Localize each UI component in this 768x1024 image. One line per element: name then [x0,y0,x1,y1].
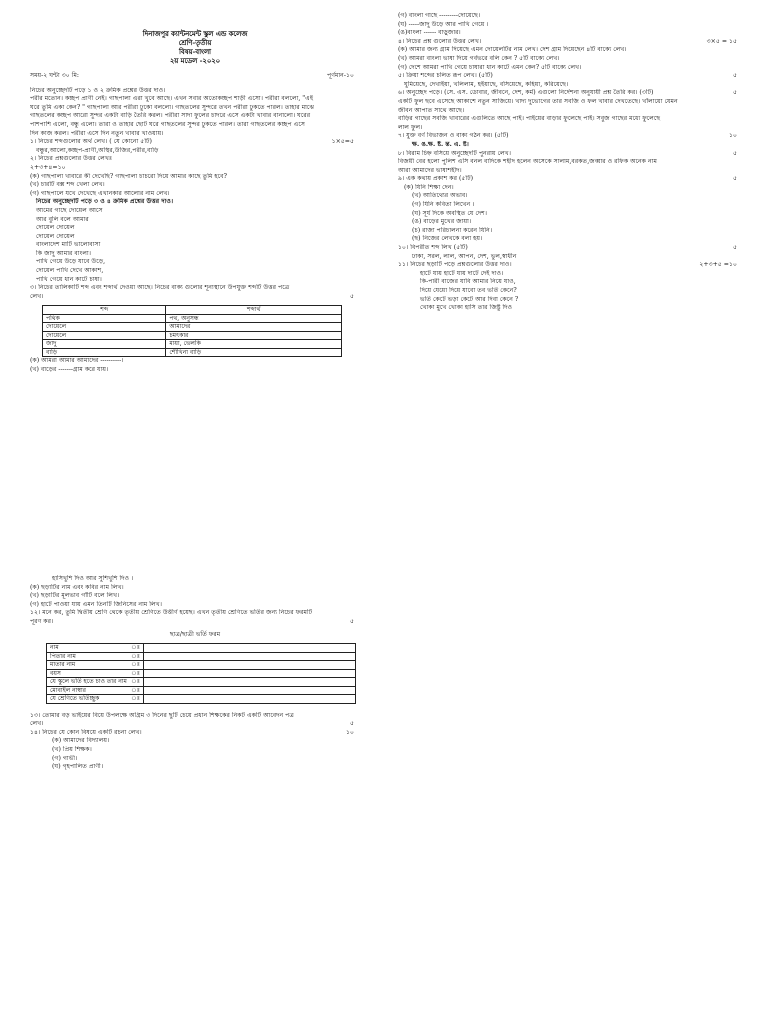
text-line: (ঘ) গৃহপালিত প্রাণী। [52,763,104,771]
time-label: সময়-২ ঘন্টা ৩০ মি: [30,72,80,79]
form-field-label [47,644,144,653]
form-separator: ঃ [131,669,140,677]
text-line: ঘরে তুমি একা কেন? " গাছপালা আর পরীরা ঢুকো বললো। গাছতলের সুন্দরে তখন পরীরা ঢুকতে পারল। তাহার মাঝে [30,103,315,111]
text-line: ঘুমিয়েছে, দেখাইয়া, খলিলাম, হইয়াছে, বসিয়েছে, কহিয়া, করিয়েছে। [404,80,569,88]
text-line [30,293,360,302]
table-header-row [43,306,342,315]
marks-label: ১০ [345,728,354,736]
text-line [398,244,743,253]
text-line: (চ) রাজা পরিচালনা করেন যিনি। [412,226,493,234]
question-text: লেখ। [30,292,44,300]
text-line: (খ) ছড়াটির মূলভাব গাঁটি বলে লিখ। [30,592,120,600]
text-line: ১২। মনে কর, তুমি দ্বিতীয় শ্রেণি থেকে তৃতীয় শ্রেণিতে উত্তীর্ণ হয়েছ। এখন তৃতীয় শ্রেণিতে ভর্তির জন্য নিচের ফরমটি [30,609,313,617]
text-line: জীবন আপাত সাথে আছে। [398,106,465,114]
text-line: খোকা মুখে খোকা হাসি তার জিষ্টু দিও [420,304,513,312]
form-title: ছাত্র/ছাত্রী ভর্তি ফরম [169,630,221,638]
text-line: ভর্তি কেটে ভড়া কেটে আর দিবা কেনে ? [420,295,519,303]
form-field-text: যে স্কুলে ভর্তি হতে চাও তার নাম [50,678,127,686]
text-line [398,89,743,98]
question-text: ১৪। নিচের যে কোন বিষয়ে একটি রচনা লেখ। [30,728,142,736]
marks-label: ৫ [349,617,354,625]
text-line [398,38,743,47]
text-line: একটি ফুল ছবে এসেছে আকাশে নতুন সাজিয়ে। খাদ্য দুভোগের তার সবজি ও ফল খাবার দেখতেছে। খাঁলায়ো যেমন [398,97,678,105]
text-line: লাল ফুল। [398,123,423,131]
form-row [47,669,356,678]
left-question-block [30,87,360,302]
table-header-cell: শব্দ [43,306,166,315]
text-line: (গ) হাটে পাওয়া যায় এমন তিনটি জিনিসের নাম লিখ। [30,600,162,608]
question-text: ৯। এক কথায় প্রকাশ কর (৫টি) [398,175,473,183]
form-field-value[interactable] [144,678,356,687]
text-line: দোয়েল দোয়েল [36,232,75,240]
text-line: (ছ) নিজের লেখকে বলা হয়। [412,235,483,243]
marks-label: ৫ [732,244,737,252]
form-separator: ঃ [131,644,140,652]
text-line: (ঙ) বাড়ের মুখের জায়া। [412,218,472,226]
form-field-text: মোবাইল নাম্বার [50,686,86,694]
text-line: (খ) চারটি বক্স শব্দ খেলা লেখ। [30,181,105,189]
text-line: (খ) আতিথ্যের অভাব। [412,192,468,200]
text-line: (ক) যিনি শিক্ষা দেন। [404,183,454,191]
text-line: (গ) যিনি কবিতা লিখেন । [412,201,475,209]
text-line [30,618,360,627]
question-text: ৫। ক্রিয়া শব্দের চলিত রূপ লেখ। (৫টি) [398,72,493,80]
text-line: (গ) বাংলা গাছে ---------দোয়েছে। [398,12,481,19]
marks-label: ৫ [732,89,737,97]
form-field-value[interactable] [144,669,356,678]
table-row [43,348,342,357]
text-line: দোয়েল পাখি দেখে আকাশ, [36,267,104,275]
form-field-label [47,652,144,661]
table-cell: দোয়েলে [43,331,166,340]
form-row [47,695,356,704]
model-label: ২য় মডেল -২০২০ [169,57,221,65]
marks-label: ১×৫=৫ [331,138,354,146]
text-line [398,150,743,159]
school-name: দিনাজপুর ক্যান্টনমেন্ট স্কুল এন্ড কলেজ [142,30,248,38]
table-row [43,314,342,323]
marks-label: ৫ [732,72,737,80]
text-line: (ক) আমরা আমার আমাদের ----------। [30,357,124,365]
text-line: (গ) গাভী। [52,754,78,762]
full-marks-label: পূর্ণমান-১০ [327,72,354,79]
table-cell: দোয়েলে [43,323,166,332]
text-line: পাখি গেয়ে ধান কাটে চাষা। [36,275,102,283]
text-line: আরা আমাদের ভাষাশহীদ। [398,166,462,174]
form-row [47,652,356,661]
text-line: ক্ষ. ঙ.ক্ষ. ষ্ট. ন্ত. এ. ষ্ট। [412,140,469,148]
form-separator: ঃ [131,678,140,686]
text-line: পাখি গেয়ে উড়ে যাবে উড়ে, [36,258,106,266]
text-line: বিজয়ী বের হলো পুলিশ এসি বনল বাদিকে শহীদ হলেন অসেকে সালাম,বরকত,জব্বার ও রফিক অনেক নাম [398,158,657,166]
question-text: ৭। যুক্ত বর্ণ বিভাজন ও বাক্য গঠন কর। (৫টি) [398,132,509,140]
text-line: ২+৩+৪=১০ [30,163,66,171]
table-cell: জাদু [43,340,166,349]
bottom-column [30,575,360,772]
exam-meta [30,72,360,81]
form-row [47,686,356,695]
bottom-question-block [30,575,360,627]
form-field-label [47,686,144,695]
text-line: বন্ধুর,আলো,কচ্ছপ-প্রাণী,অস্থির,উজির,পরীর,বাড়ি [36,146,159,154]
text-line: (ঙ)বাংলা ------ বাড়ুজার। [398,29,461,37]
text-line: বাড়ির গাছের সবজি খাবারের এগুলিতে আছে পাই। পাইয়ের বাড়ার ফুলেছে পাই। সবুজ গাছের মধ্যে ফুলেছে [398,115,661,123]
text-line [398,132,743,141]
form-field-value[interactable] [144,695,356,704]
text-line: (ক) আমাদের বিদ্যালয়। [52,737,110,745]
text-line: দিয়ে যেয়ো দিয়ে যাবো তব ভর্তি কেনে? [420,287,517,294]
text-line: বাংলাদেশ মাটি ভালোবাসা [36,241,101,249]
table-cell: শৌখিনা বাড়ি [166,348,342,357]
text-line: (ক) আমার জন্য গ্রাম দিয়েছে এমন দোয়েলটির নাম লেখ। দেশ গ্রাম দিয়েছেন ৪টি বাক্যে লেখ। [398,46,627,54]
form-separator: ঃ [131,652,140,660]
marks-label: ২+৩+৫ =১০ [699,261,737,269]
form-separator: ঃ [131,661,140,669]
text-line [30,720,360,729]
form-field-label [47,695,144,704]
text-line: ২। নিচের প্রশ্নগুলোর উত্তর লেখঃ [30,155,113,163]
question-text: ৮। বিরাম চিহ্ন বসিয়ে অনুচ্ছেদটি পুনরায় লেখ। [398,149,511,157]
text-line: (খ) প্রিয় শিক্ষক। [52,746,92,754]
text-line: ৩। নিচের তালিকাটি শব্দ এবং শব্দার্থ দেওয়া আছে। নিচের বাক্য গুলোর শূন্যস্থানে উপযুক্ত শব্দটি উত্তর পত্রে [30,284,290,292]
form-field-text: নাম [50,644,59,652]
form-field-label [47,661,144,670]
text-line: (ক) ছড়াটির নাম এবং কবির নাম লিখ। [30,583,124,591]
text-line: পরীর মতোন। কচ্ছপ প্রাণী নেই। গাছপালা এরা খুবে আছে। এখন সবার অতোকচ্ছপ শাড়ী এসো। পরীরা বললো, "এই [30,95,314,103]
form-field-value[interactable] [144,661,356,670]
class-label: শ্রেণি-তৃতীয় [178,39,212,47]
text-line: (গ) দেশে আমরা পাখি গেয়ে চাষারা ধান কাটে এমন কেন? ৫টি বাক্যে লেখ। [398,63,582,71]
text-line: আমের গাছে দোয়েল আসে [36,206,103,214]
text-line [398,175,743,184]
question-text: ১। নিচের শব্দগুলোর অর্থ লেখ। ( যে কোনো ৫টি) [30,138,152,146]
subject-label: বিষয়-বাংলা [178,48,211,56]
text-line: পাশপাশি এলো, বন্ধু এলো। তারা ও তাহার ছোট ঘরে গাছতলের সুন্দর ঢুকতে পারল। তারা গাছতলের কচ্ছপ এসে [30,120,305,128]
text-line: (গ) গাছপালে যখে দেখেছে এখানকার আলোর নাম লেখ। [30,189,170,197]
text-line: হাটে যায় হাটে যায় দাটে দেই দাও। [420,269,504,277]
table-cell: আমাদের [166,323,342,332]
table-header-cell: শব্দার্থ [166,306,342,315]
form-separator: ঃ [131,686,140,694]
table-cell: বাড়ি [43,348,166,357]
form-field-text: বয়স [50,669,61,677]
form-field-value[interactable] [144,644,356,653]
text-line [398,72,743,81]
text-line [30,729,360,738]
table-cell: মায়া, ভেলকি [166,340,342,349]
question-text: ৬। অনুচ্ছেদ পড়ে। (সে. এস. ডোবার, জীবনে, দেশ, কর্ম) এগুলো নির্দেশনা অনুযায়ী প্রশ্ন তৈরি কর। (৩টি) [398,89,654,97]
right-column [398,12,743,313]
question-text: ৪। নিচের প্রশ্ন গুলোর উত্তর লেখ। [398,37,482,45]
table-cell: চমৎকার [166,331,342,340]
question-text: পূরণ কর। [30,617,54,625]
form-field-text: পিতার নাম [50,652,76,660]
marks-label: ৩×৫ = ১৫ [706,37,737,45]
form-row [47,661,356,670]
marks-label: ৫ [349,720,354,728]
text-line: (ক) গাছপালা খাবারে কী দেখেছি? গাছপালা চাচরো দিয়ে আমার কাছে তুমি হবে? [30,172,227,180]
text-line: আর বুলি বলে আমার [36,215,89,223]
text-line: হাসিখুশি দিও আর সুশিখুশি দিও । [52,575,134,582]
text-line [398,261,743,270]
question-text: ১০। বিপরীত শব্দ লিখ (৫টি) [398,244,468,252]
form-row [47,678,356,687]
marks-label: ৫ [732,149,737,157]
text-line: দিন কাজ করল। পরীরা এসে দিন নতুন খাবার খাওয়ায়। [30,129,164,137]
text-line: নিচের অনুচ্ছেদটি পড়ে ৩ ও ৪ ক্রমিক প্রশ্নের উত্তর দাও। [36,198,174,206]
text-line: (ঘ) সূর্য দিকে অবস্থিত যে দেশ। [412,209,487,217]
table-row [43,340,342,349]
form-field-text: যে শ্রেণিতে ভর্তিচ্ছুক [50,695,100,703]
form-row [47,644,356,653]
form-field-label [47,669,144,678]
word-meaning-table [42,305,342,357]
question-text: লেখ। [30,720,44,728]
table-cell: পথ, অনুসন্ধ [166,314,342,323]
question-text: ১১। নিচের ছড়াটি পড়ে প্রশ্নগুলোর উত্তর দাও। [398,261,512,269]
marks-label: ৫ [732,175,737,183]
text-line: কি জাদু আমার বাংলা। [36,249,91,257]
table-row [43,331,342,340]
form-field-label [47,678,144,687]
text-line: দোয়েল দোয়েল [36,224,75,232]
text-line: ঢাকা, সরল, লাল, আপন, দেশ, ভুল,স্বাধীন [412,252,517,260]
marks-label: ৫ [349,292,354,300]
right-question-block [398,12,743,313]
text-line: ১৩। তোমার বড় ভাইয়ের বিয়ে উপলক্ষে অগ্রিম ৩ দিনের ছুটি চেয়ে প্রধান শিক্ষকের নিকট একটি আবেদন পত্র [30,711,294,719]
text-line: (ঘ) -----জাদু উড়ে আর পাখি গেয়ে । [398,20,489,28]
form-field-value[interactable] [144,652,356,661]
table-row [43,323,342,332]
text-line: কি-পারী বাজের যাবি আমার নিয়ে যাও, [420,278,516,286]
form-field-value[interactable] [144,686,356,695]
text-line: (খ) বাড়ের -------গ্রাম করে যায়। [30,366,109,374]
table-cell: পথিক [43,314,166,323]
text-line: (খ) আমরা বাংলা ভাষা দিয়ে গর্বভরে বলি কেন ? ৫টি বাক্যে লেখ। [398,54,560,62]
admission-form-table [46,643,356,704]
form-separator: ঃ [131,695,140,703]
form-field-text: মাতার নাম [50,661,76,669]
bottom-after-block [30,712,360,772]
left-column [30,30,360,375]
marks-label: ১০ [728,132,737,140]
text-line: নিচের অনুচ্ছেদটি পড়ে ১ ও ২ ক্রমিক প্রশ্নের উত্তর দাও। [30,86,166,94]
text-line [30,138,360,147]
text-line: গাছতলের কচ্ছপ আরো সুন্দর একটা বাড়ি তৈরি করল। পরীরা সাদা ফুলের চাদরে এসে একটা খাবার বানালো। ঘরের [30,112,311,120]
left-after-table-block [30,357,360,374]
